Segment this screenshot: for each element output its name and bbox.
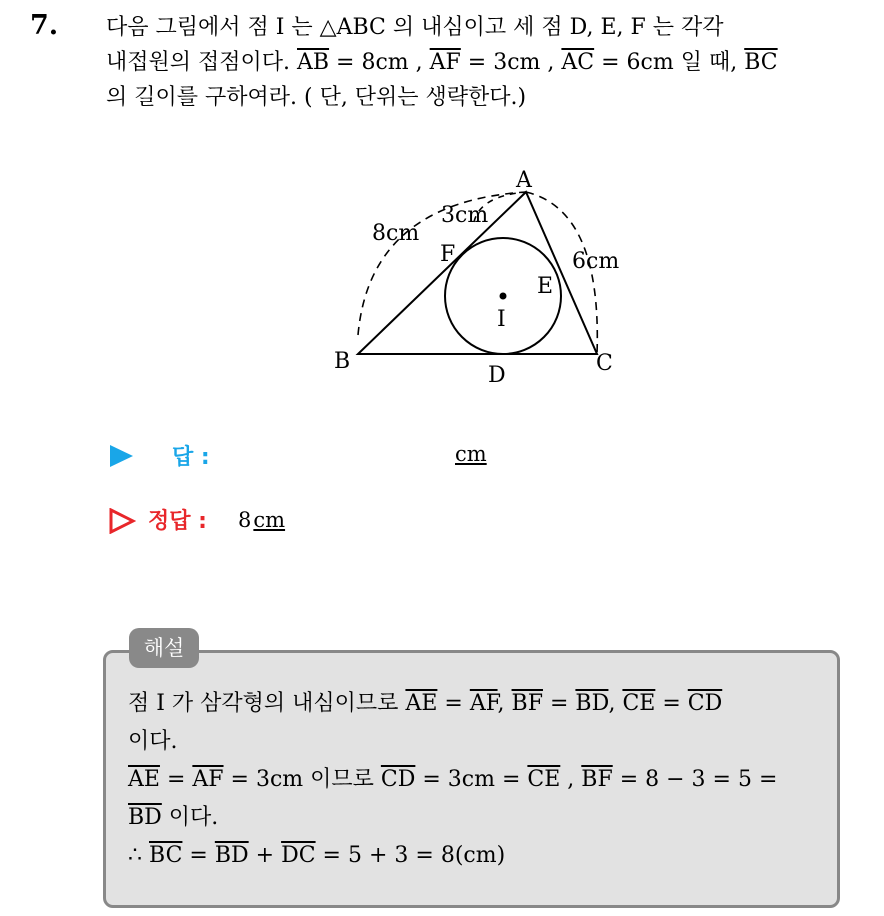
segment-ab: $\overline{AB}$: [297, 50, 330, 75]
triangle-play-icon: [108, 444, 134, 468]
correct-unit: cm: [253, 508, 286, 532]
explanation-line-5: [128, 837, 824, 875]
explanation-line-3: [128, 761, 824, 799]
segment-bd: $\overline{BD}$: [214, 843, 249, 868]
explanation-value: = 8 − 3 = 5 =: [612, 767, 778, 792]
explanation-value: = 3cm =: [415, 767, 528, 792]
incircle-diagram: [320, 160, 640, 390]
label-i: I: [497, 307, 506, 332]
question-text: [106, 10, 861, 115]
label-3cm: 3cm: [441, 203, 489, 228]
label-b: B: [334, 349, 351, 374]
question-line-3: 의 길이를 구하여라. ( 단, 단위는 생략한다.): [106, 85, 527, 110]
segment-bd: $\overline{BD}$: [128, 805, 162, 830]
eq-sign: =: [437, 691, 470, 716]
explanation-line-1: [128, 685, 824, 723]
value-ab: = 8cm ,: [329, 50, 430, 75]
label-a: A: [516, 168, 532, 193]
comma: ,: [608, 691, 623, 716]
comma: ,: [560, 767, 582, 792]
segment-ce: $\overline{CE}$: [622, 691, 656, 716]
segment-ae: $\overline{AE}$: [405, 691, 438, 716]
label-d: D: [488, 363, 506, 388]
eq-sign: =: [542, 691, 576, 716]
segment-bd: $\overline{BD}$: [575, 691, 609, 716]
explanation-line-4: [128, 799, 824, 837]
label-f: F: [440, 242, 456, 267]
final-result: = 5 + 3 = 8(cm): [315, 843, 506, 868]
segment-bf: $\overline{BF}$: [511, 691, 543, 716]
incenter-point: [500, 293, 507, 300]
question-line-2: 내접원의 접점이다.: [106, 50, 297, 75]
correct-answer-value: [238, 508, 285, 532]
explanation-value: = 3cm 이므로: [223, 767, 381, 792]
explanation-tab: 해설: [129, 628, 199, 668]
explanation-box: [103, 650, 840, 908]
explanation-ending: 이다.: [161, 805, 219, 830]
correct-answer-label: 정답 :: [148, 509, 207, 534]
answer-row: [108, 438, 528, 474]
answer-unit: cm: [455, 442, 487, 466]
segment-bf: $\overline{BF}$: [581, 767, 613, 792]
triangle-outline-icon: [108, 508, 136, 534]
question-number: 7.: [30, 10, 59, 41]
segment-dc: $\overline{DC}$: [281, 843, 316, 868]
segment-ce: $\overline{CE}$: [527, 767, 561, 792]
label-c: C: [596, 351, 613, 376]
plus-sign: +: [248, 843, 282, 868]
eq-sign: =: [159, 767, 193, 792]
explanation-text: [128, 685, 824, 875]
segment-af: $\overline{AF}$: [192, 767, 224, 792]
explanation-line-2: 이다.: [128, 729, 178, 754]
label-e: E: [537, 274, 554, 299]
segment-af: $\overline{AF}$: [469, 691, 498, 716]
correct-number: 8: [238, 508, 252, 532]
eq-sign: =: [182, 843, 215, 868]
segment-cd: $\overline{CD}$: [687, 691, 723, 716]
comma: ,: [497, 691, 512, 716]
eq-sign: =: [655, 691, 688, 716]
segment-cd: $\overline{CD}$: [380, 767, 416, 792]
segment-bc: $\overline{BC}$: [149, 843, 183, 868]
explanation-intro: 점 I 가 삼각형의 내심이므로: [128, 691, 406, 716]
label-6cm: 6cm: [572, 249, 620, 274]
correct-answer-row: [108, 502, 528, 538]
question-line-1: 다음 그림에서 점 I 는 △ABC 의 내심이고 세 점 D, E, F 는 각각: [106, 15, 724, 40]
value-ac: = 6cm 일 때,: [594, 50, 745, 75]
segment-ae: $\overline{AE}$: [128, 767, 160, 792]
segment-ac: $\overline{AC}$: [561, 50, 595, 75]
segment-af: $\overline{AF}$: [429, 50, 461, 75]
answer-label: 답 :: [172, 445, 210, 470]
therefore-symbol: ∴: [128, 843, 149, 868]
segment-bc: $\overline{BC}$: [744, 50, 778, 75]
value-af: = 3cm ,: [460, 50, 562, 75]
label-8cm: 8cm: [372, 221, 420, 246]
